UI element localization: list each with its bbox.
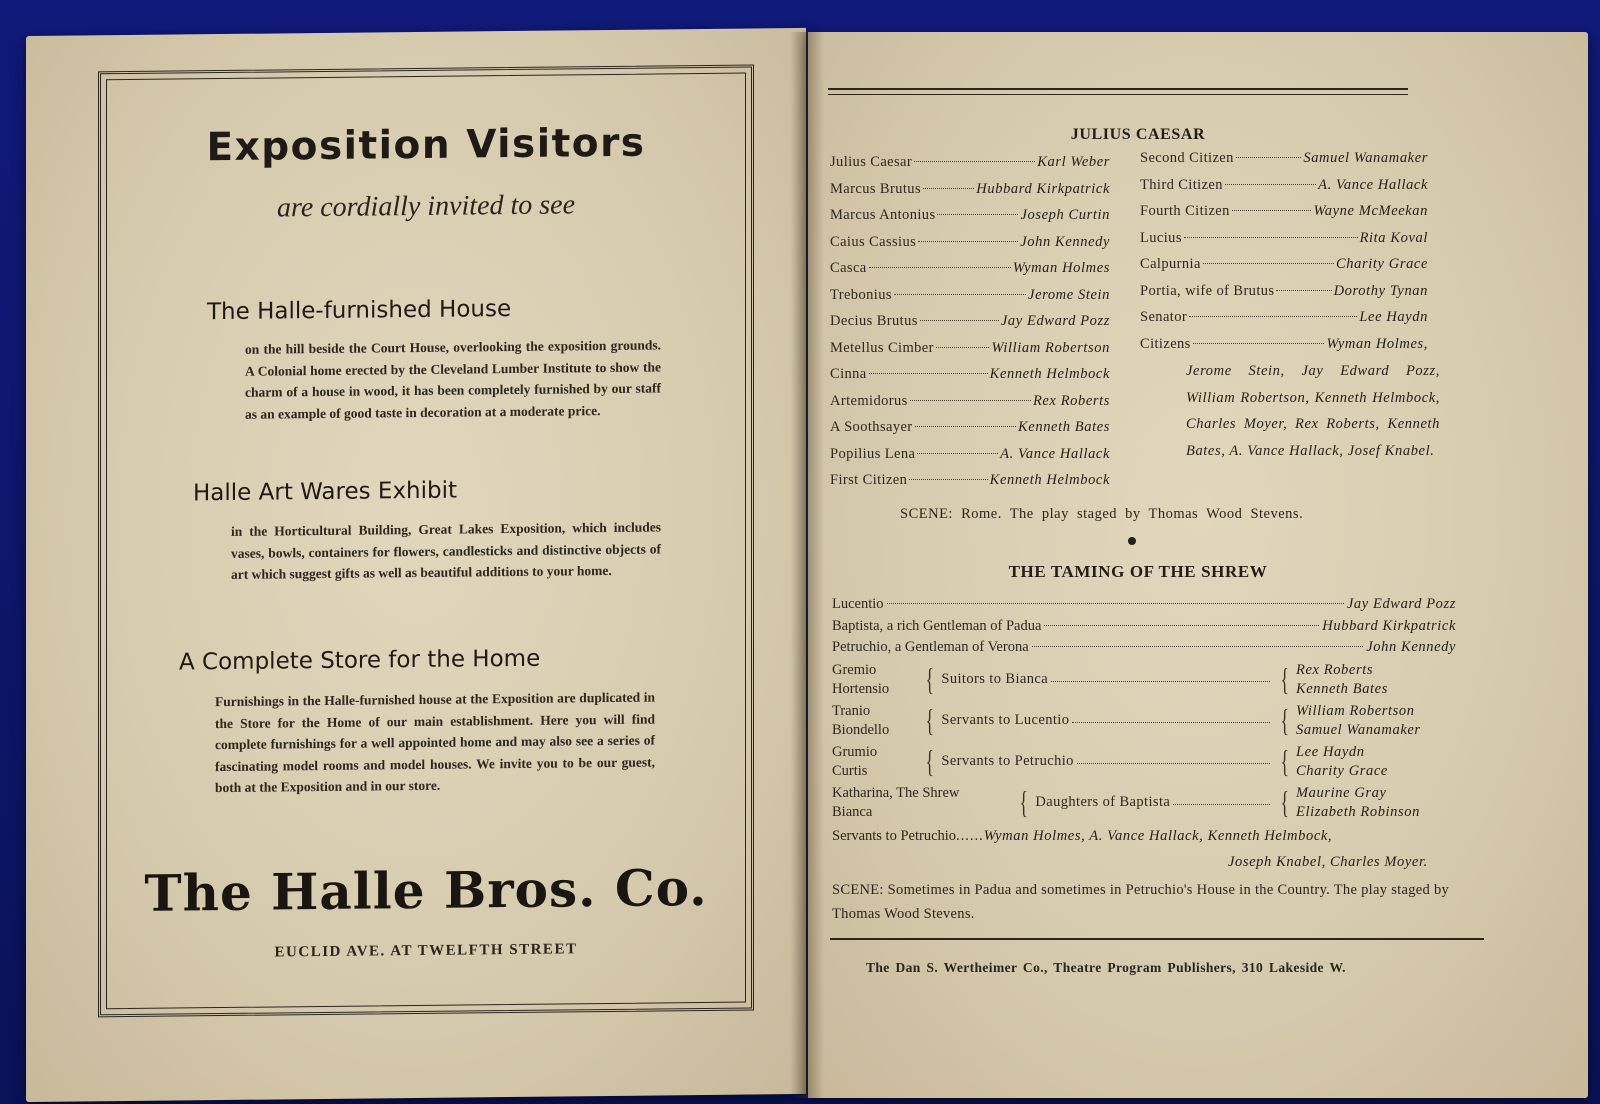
servants-label: Servants to Petruchio <box>832 828 957 844</box>
cast-group-row: Gremio Hortensio { Suitors to Bianca { Rex Roberts Kenneth Bates <box>832 660 1388 697</box>
bottom-rule <box>830 938 1484 940</box>
cast-row: Portia, wife of Brutus Dorothy Tynan <box>1140 282 1428 299</box>
brace-icon: { <box>1280 783 1289 820</box>
julius-caesar-title: JULIUS CAESAR <box>1070 126 1206 143</box>
cast-row: Calpurnia Charity Grace <box>1140 256 1428 272</box>
cast-row: First Citizen Kenneth Helmbock <box>830 472 1110 488</box>
shrew-scene: SCENE: Sometimes in Padua and sometimes in Petruchio's House in the Country. The play staged by Thomas Wood Stevens. <box>832 882 1450 922</box>
cast-group-row: Tranio Biondello { Servants to Lucentio { William Robertson Samuel Wanamaker <box>832 701 1421 738</box>
julius-caesar-scene: SCENE: Rome. The play staged by Thomas Wood Stevens. <box>900 506 1304 522</box>
section-body: in the Horticultural Building, Great Lakes Exposition, which includes vases, bowls, containers for flowers, candlesticks and distinctive objects of art which suggest gifts as well as beautiful additions to your home. <box>231 519 661 582</box>
servants-actors: Wyman Holmes, A. Vance Hallack, Kenneth Helmbock, <box>983 828 1333 844</box>
brace-icon: { <box>1280 660 1289 697</box>
cast-row: Trebonius Jerome Stein <box>830 286 1110 303</box>
servants-actors: Joseph Knabel, Charles Moyer. <box>1228 854 1428 870</box>
cast-group-row: Katharina, The Shrew Bianca { Daughters of Baptista { Maurine Gray Elizabeth Robinson <box>832 783 1420 820</box>
store-address: EUCLID AVE. AT TWELFTH STREET <box>274 941 578 961</box>
ad-subheading: are cordially invited to see <box>276 189 576 224</box>
julius-caesar-cast-right <box>1140 150 1428 362</box>
cast-row: Julius Caesar Karl Weber <box>830 154 1110 170</box>
cast-group-row: Grumio Curtis { Servants to Petruchio { Lee Haydn Charity Grace <box>832 742 1388 779</box>
cast-row: Senator Lee Haydn <box>1140 309 1428 325</box>
left-page-advertisement <box>26 28 806 1102</box>
section-title: The Halle-furnished House <box>207 296 512 326</box>
section-title: A Complete Store for the Home <box>179 645 541 676</box>
cast-row: Popilius Lena A. Vance Hallack <box>830 445 1110 462</box>
brace-icon: { <box>925 742 934 779</box>
brace-icon: { <box>1280 742 1289 779</box>
brace-icon: { <box>925 701 934 738</box>
cast-row: Cinna Kenneth Helmbock <box>830 366 1110 382</box>
brace-icon: { <box>1280 701 1289 738</box>
julius-caesar-cast-left <box>830 154 1110 499</box>
cast-row: Caius Cassius John Kennedy <box>830 233 1110 250</box>
store-name-logo: The Halle Bros. Co. <box>144 857 708 923</box>
ad-heading: Exposition Visitors <box>206 120 646 171</box>
cast-row: Marcus Brutus Hubbard Kirkpatrick <box>830 180 1110 197</box>
right-page-program <box>808 32 1588 1098</box>
cast-row: A Soothsayer Kenneth Bates <box>830 419 1110 435</box>
cast-row: Second Citizen Samuel Wanamaker <box>1140 150 1428 166</box>
cast-row: Artemidorus Rex Roberts <box>830 392 1110 409</box>
cast-row: Lucius Rita Koval <box>1140 229 1428 246</box>
brace-icon: { <box>1019 783 1028 820</box>
cast-row: Citizens Wyman Holmes, <box>1140 335 1428 352</box>
cast-row: Decius Brutus Jay Edward Pozz <box>830 313 1110 329</box>
advertisement-frame <box>98 64 754 1017</box>
servants-to-petruchio-row: Servants to Petruchio......Wyman Holmes, A. Vance Hallack, Kenneth Helmbock, <box>832 828 1333 844</box>
cast-row: Casca Wyman Holmes <box>830 260 1110 276</box>
citizens-cast-continued: Jerome Stein, Jay Edward Pozz, William Robertson, Kenneth Helmbock, Charles Moyer, Rex Roberts, Kenneth Bates, A. Vance Hallack, Josef Knabel. <box>1186 363 1440 459</box>
section-title: Halle Art Wares Exhibit <box>193 477 458 507</box>
cast-row: Baptista, a rich Gentleman of Padua Hubbard Kirkpatrick <box>832 617 1456 634</box>
cast-row: Third Citizen A. Vance Hallack <box>1140 176 1428 193</box>
cast-row: Marcus Antonius Joseph Curtin <box>830 207 1110 223</box>
cast-row: Lucentio Jay Edward Pozz <box>832 596 1456 612</box>
cast-row: Fourth Citizen Wayne McMeekan <box>1140 203 1428 219</box>
section-body: Furnishings in the Halle-furnished house at the Exposition are duplicated in the Store for the Home of our main establishment. Here you will find complete furnishings for a well appointed home and may also see a series of fascinating model rooms and model houses. We invite you to be our guest, both at the Exposition and in our store. <box>215 689 655 796</box>
cast-row: Petruchio, a Gentleman of Verona John Kennedy <box>832 639 1456 655</box>
top-rule <box>828 88 1408 90</box>
section-body: on the hill beside the Court House, overlooking the exposition grounds. A Colonial home erected by the Cleveland Lumber Institute to show the charm of a house in wood, it has been completely furnished by our staff as an example of good taste in decoration at a moderate price. <box>245 337 661 422</box>
brace-icon: { <box>925 660 934 697</box>
top-rule-thin <box>828 94 1408 95</box>
cast-row: Metellus Cimber William Robertson <box>830 339 1110 356</box>
publisher-credit: The Dan S. Wertheimer Co., Theatre Program Publishers, 310 Lakeside W. <box>866 960 1346 975</box>
shrew-cast-list <box>832 596 1456 825</box>
servants-to-petruchio-row-continued <box>1228 854 1428 871</box>
section-divider-dot <box>1128 537 1136 545</box>
taming-of-the-shrew-title: THE TAMING OF THE SHREW <box>1008 562 1268 581</box>
